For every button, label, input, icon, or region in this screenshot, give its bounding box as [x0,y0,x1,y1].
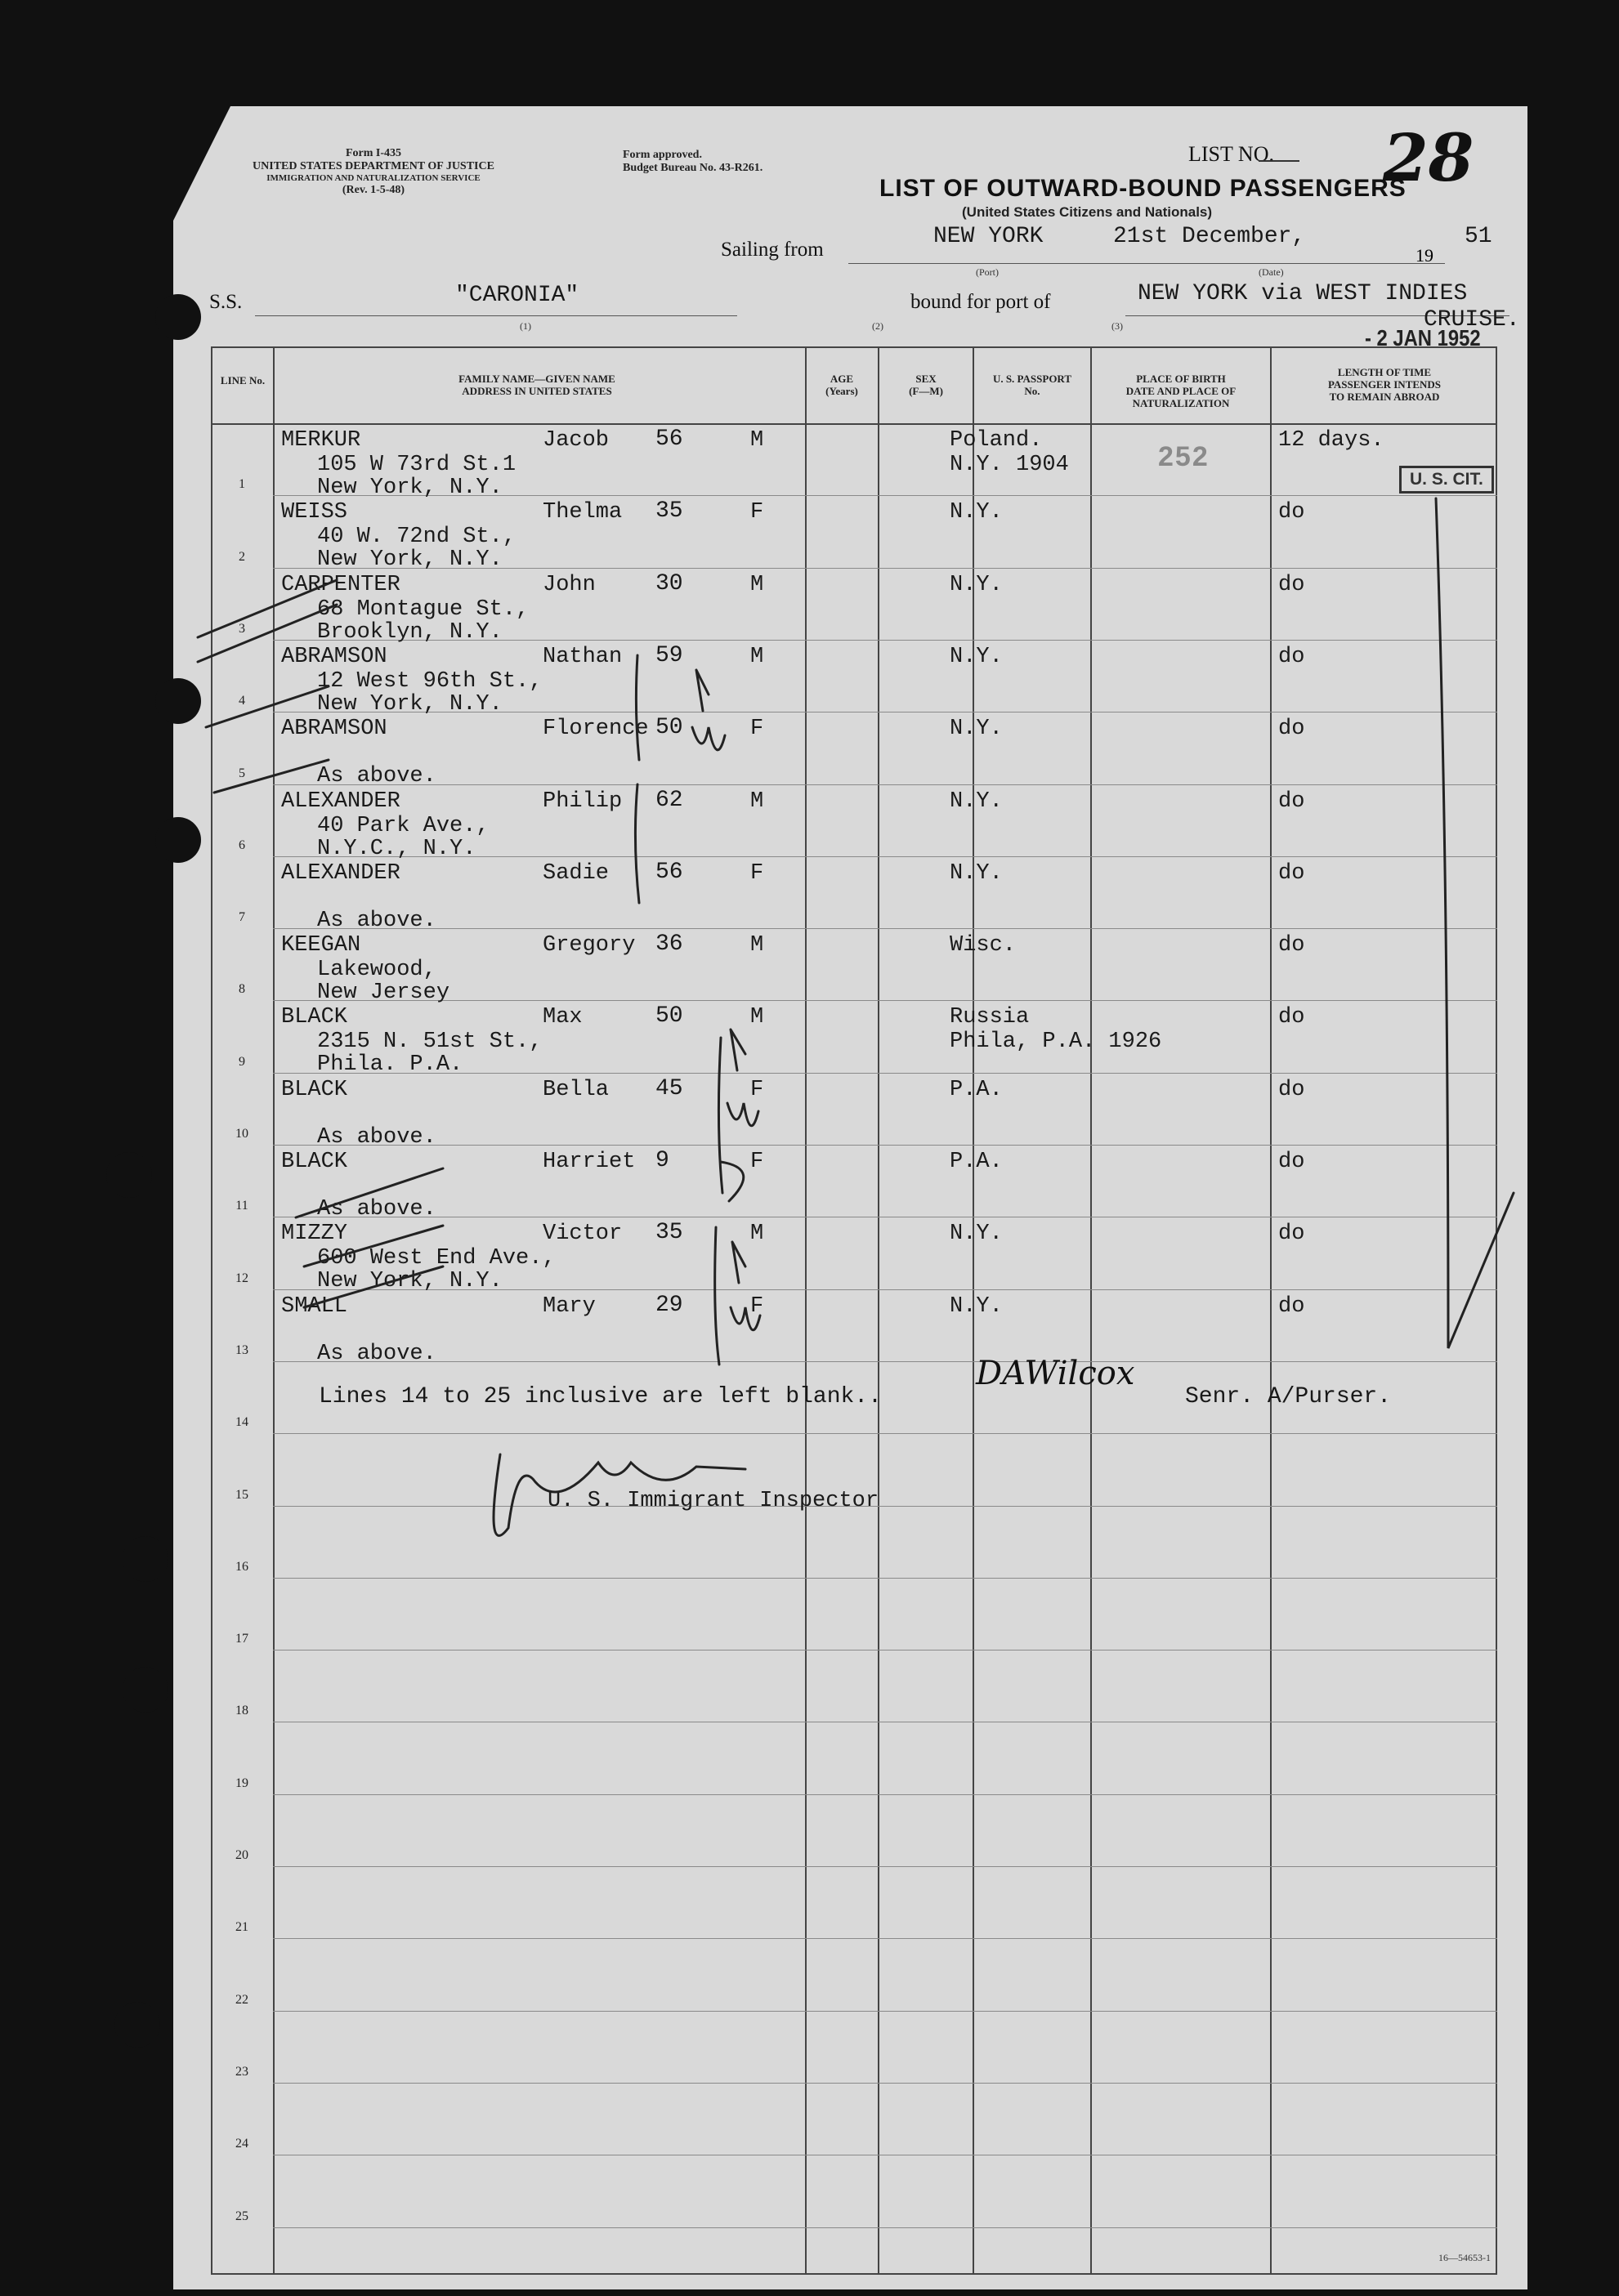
family-name: WEISS [281,500,348,525]
length-of-stay: do [1278,1222,1305,1246]
sex-value: F [750,717,764,741]
line-number: 10 [235,1127,248,1141]
address-line-2: As above. [317,1197,436,1222]
line-number: 23 [235,2065,248,2079]
given-name: Bella [543,1078,610,1102]
address-line-2: New York, N.Y. [317,476,503,500]
col-header-stay-line3: TO REMAIN ABROAD [1329,391,1440,403]
given-name: Max [543,1005,583,1030]
family-name: SMALL [281,1294,348,1319]
address-line-2: Phila. P.A. [317,1052,463,1077]
length-of-stay: do [1278,717,1305,741]
form-revision: (Rev. 1-5-48) [342,184,405,196]
binder-hole [123,1667,168,1713]
address-line-2: As above. [317,764,436,788]
line-number: 22 [235,1993,248,2007]
slash-mark [206,686,329,727]
given-name: Victor [543,1222,623,1246]
address-line-1: 68 Montague St., [317,597,530,622]
line-number: 11 [235,1199,248,1213]
age-value: 56 [655,427,683,452]
family-name: ALEXANDER [281,861,400,886]
length-of-stay: do [1278,500,1305,525]
caption-3: (3) [1111,320,1123,332]
bracket-mark [718,1038,722,1193]
given-name: Nathan [543,645,623,669]
address-line-1: 12 West 96th St., [317,669,543,694]
address-line-2: As above. [317,1125,436,1150]
length-of-stay: do [1278,1005,1305,1030]
age-value: 36 [655,931,683,957]
line-number: 6 [239,838,245,852]
age-value: 50 [655,1003,683,1029]
slash-mark [198,580,337,637]
line-number: 9 [239,1055,245,1069]
age-value: 35 [655,1220,683,1245]
birthplace: N.Y. [950,789,1003,814]
given-name: Jacob [543,428,610,453]
line-number: 4 [239,694,245,708]
col-header-birth-line2: DATE AND PLACE OF NATURALIZATION [1125,385,1237,409]
birthplace: N.Y. [950,1294,1003,1319]
purser-title: Senr. A/Purser. [1185,1384,1392,1409]
address-line-2: N.Y.C., N.Y. [317,837,476,861]
line-number: 3 [239,622,245,636]
list-no-label: LIST NO. [1188,142,1274,166]
m-mark [696,670,709,711]
port-value: NEW YORK [933,224,1044,249]
sex-value: F [750,500,764,525]
family-name: CARPENTER [281,573,400,597]
given-name: Gregory [543,933,636,958]
binder-hole [123,1536,168,1582]
document-sheet [173,106,1527,2289]
line-number: 20 [235,1848,248,1862]
length-of-stay: do [1278,861,1305,886]
col-header-sex-line1: SEX [915,373,937,385]
line-number: 1 [239,477,245,491]
sex-value: M [750,573,764,597]
address-line-1: 40 W. 72nd St., [317,525,517,549]
age-value: 9 [655,1148,669,1173]
family-name: BLACK [281,1005,348,1030]
line-number: 25 [235,2209,248,2223]
department-name: UNITED STATES DEPARTMENT OF JUSTICE [253,160,494,172]
col-header-passport-line1: U. S. PASSPORT [992,373,1072,385]
inspector-title: U. S. Immigrant Inspector [548,1489,879,1513]
ship-name: "CARONIA" [455,283,579,308]
d-mark [721,1162,744,1201]
length-of-stay: do [1278,933,1305,958]
bracket-mark [715,1227,719,1365]
birthplace: P.A. [950,1078,1003,1102]
slash-mark [296,1168,443,1217]
col-header-line-no: LINE No. [220,374,266,386]
date-value: 21st December, [1113,224,1306,249]
age-value: 35 [655,498,683,524]
col-header-stay-line2: PASSENGER INTENDS [1327,378,1442,391]
page-subtitle: (United States Citizens and Nationals) [962,204,1213,220]
line-number: 17 [235,1632,248,1646]
service-name: IMMIGRATION AND NATURALIZATION SERVICE [266,173,481,183]
sex-value: F [750,1078,764,1102]
col-header-age-line2: (Years) [825,385,858,397]
col-header-sex-line2: (F—M) [909,385,943,397]
sex-value: M [750,645,764,669]
w-mark [731,1307,760,1330]
address-line-1: 600 West End Ave., [317,1246,556,1271]
line-number: 24 [235,2137,248,2151]
family-name: BLACK [281,1150,348,1174]
family-name: KEEGAN [281,933,361,958]
birthplace: Russia [950,1005,1030,1030]
binder-hole [106,1152,152,1198]
age-value: 29 [655,1293,683,1318]
col-header-name-line1: FAMILY NAME—GIVEN NAME [458,373,615,385]
binder-hole [155,817,201,863]
date-caption: (Date) [1259,266,1284,278]
address-line-1: 2315 N. 51st St., [317,1030,543,1054]
given-name: Philip [543,789,623,814]
age-value: 45 [655,1076,683,1101]
slash-mark [198,605,337,662]
naturalization: Phila, P.A. 1926 [950,1030,1162,1054]
address-line-2: Brooklyn, N.Y. [317,620,503,645]
m-mark [732,1242,745,1283]
birthplace: N.Y. [950,573,1003,597]
given-name: Mary [543,1294,596,1319]
us-cit-stamp: U. S. CIT. [1399,466,1494,494]
list-no-handwritten: 28 [1383,119,1474,196]
ss-label: S.S. [209,291,243,313]
form-approved-text: Form approved. [623,149,702,161]
page-title: LIST OF OUTWARD-BOUND PASSENGERS [879,175,1407,202]
address-line-2: New York, N.Y. [317,1269,503,1293]
col-header-stay-line1: LENGTH OF TIME [1337,366,1432,378]
sex-value: F [750,861,764,886]
col-header-name-line2: ADDRESS IN UNITED STATES [462,385,612,397]
w-mark [727,1103,758,1126]
line-number: 5 [239,766,245,780]
address-line-1: 40 Park Ave., [317,814,490,838]
col-header-birth-line1: PLACE OF BIRTH [1136,373,1226,385]
age-value: 50 [655,715,683,740]
birthplace: N.Y. [950,861,1003,886]
slash-mark [214,760,329,793]
caption-2: (2) [872,320,883,332]
sex-value: F [750,1150,764,1174]
length-of-stay: do [1278,573,1305,597]
address-line-1: Lakewood, [317,958,436,982]
line-number: 8 [239,982,245,996]
bracket-mark [635,784,639,903]
address-line-1: 105 W 73rd St.1 [317,453,517,477]
birthplace: N.Y. [950,1222,1003,1246]
line-number: 14 [235,1415,248,1429]
length-of-stay: do [1278,789,1305,814]
given-name: Sadie [543,861,610,886]
length-of-stay: do [1278,645,1305,669]
destination-continued: CRUISE. [1424,307,1520,333]
family-name: ABRAMSON [281,645,387,669]
inspector-signature-scribble [494,1454,745,1535]
family-name: ABRAMSON [281,717,387,741]
line-number: 2 [239,550,245,564]
naturalization: N.Y. 1904 [950,453,1069,477]
line-number: 7 [239,910,245,924]
birthplace: N.Y. [950,645,1003,669]
w-mark [692,727,725,750]
bound-for-label: bound for port of [910,291,1051,313]
line-number: 12 [235,1271,248,1285]
handwritten-marks [173,106,1527,2289]
caption-1: (1) [520,320,531,332]
line-number: 18 [235,1704,248,1718]
form-number: Form I-435 [345,147,402,159]
length-of-stay: do [1278,1078,1305,1102]
destination-value: NEW YORK via WEST INDIES [1138,281,1468,306]
line-number: 21 [235,1920,248,1934]
given-name: Harriet [543,1150,636,1174]
year-value: 51 [1465,224,1492,249]
age-value: 62 [655,788,683,813]
length-of-stay: do [1278,1150,1305,1174]
check-mark [1436,498,1514,1348]
age-value: 59 [655,643,683,668]
sex-value: M [750,789,764,814]
blank-lines-note: Lines 14 to 25 inclusive are left blank.. [319,1384,882,1409]
m-mark [731,1030,745,1070]
given-name: Florence [543,717,649,741]
port-caption: (Port) [976,266,999,278]
given-name: Thelma [543,500,623,525]
family-name: BLACK [281,1078,348,1102]
binder-hole [155,678,201,724]
age-value: 56 [655,860,683,885]
line-number: 16 [235,1560,248,1574]
address-line-2: As above. [317,1342,436,1366]
sailing-from-label: Sailing from [721,239,824,261]
line-number: 13 [235,1343,248,1357]
purser-signature: DAWilcox [976,1355,1135,1392]
birthplace: Poland. [950,428,1043,453]
year-prefix: 19 [1416,245,1433,266]
col-header-age-line1: AGE [830,373,854,385]
binder-hole [155,294,201,340]
budget-bureau-text: Budget Bureau No. 43-R261. [623,162,763,174]
address-line-2: As above. [317,909,436,933]
given-name: John [543,573,596,597]
address-line-2: New Jersey [317,980,450,1005]
birthplace: N.Y. [950,500,1003,525]
birthplace: P.A. [950,1150,1003,1174]
col-header-passport-line2: No. [1024,385,1040,397]
bracket-mark [636,655,639,760]
length-of-stay: do [1278,1294,1305,1319]
sex-value: M [750,1222,764,1246]
family-name: MIZZY [281,1222,348,1246]
family-name: ALEXANDER [281,789,400,814]
date-stamp: - 2 JAN 1952 [1365,325,1481,351]
sex-value: M [750,1005,764,1030]
family-name: MERKUR [281,428,361,453]
line-number: 19 [235,1776,248,1790]
address-line-2: New York, N.Y. [317,692,503,717]
age-value: 30 [655,571,683,596]
sex-value: M [750,428,764,453]
birthplace: N.Y. [950,717,1003,741]
address-line-2: New York, N.Y. [317,547,503,572]
sex-value: M [750,933,764,958]
slash-mark [304,1226,443,1266]
binder-hole [114,2002,160,2048]
sex-value: F [750,1294,764,1319]
print-code: 16—54653-1 [1438,2252,1491,2263]
faint-stamp-number: 252 [1158,441,1210,472]
slash-mark [304,1266,443,1307]
line-number: 15 [235,1488,248,1502]
birthplace: Wisc. [950,933,1017,958]
length-of-stay: 12 days. [1278,428,1384,453]
